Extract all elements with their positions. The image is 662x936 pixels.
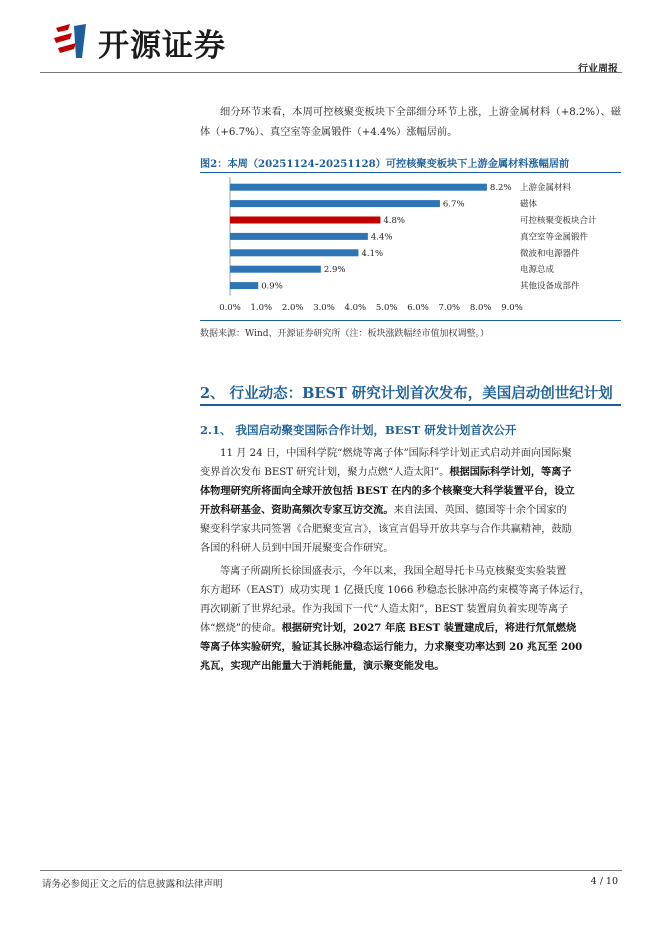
x-tick-label: 4.0% bbox=[344, 302, 367, 313]
category-label: 可控核聚变板块合计 bbox=[520, 216, 597, 226]
p1-line-6: 各国的科研人员到中国开展聚变合作研究。 bbox=[200, 543, 394, 554]
x-tick-label: 7.0% bbox=[438, 302, 461, 313]
figure-source: 数据来源：Wind、开源证券研究所（注：板块涨跌幅经市值加权调整。） bbox=[200, 329, 490, 339]
p2-line-5-bold: 等离子体实验研究，验证其长脉冲稳态运行能力，力求聚变功率达到 20 兆瓦至 200 bbox=[200, 641, 583, 653]
bar bbox=[230, 217, 380, 224]
category-label: 磁体 bbox=[520, 199, 538, 210]
page-number: 4 / 10 bbox=[590, 876, 618, 887]
bar bbox=[230, 200, 440, 207]
paragraph-1 bbox=[200, 444, 621, 558]
p1-line-3 bbox=[200, 482, 621, 501]
p1-line-1: 11 月 24 日，中国科学院“燃烧等离子体”国际科学计划正式启动并面向国际聚 bbox=[220, 448, 572, 459]
bar-chart bbox=[200, 175, 621, 318]
bar bbox=[230, 266, 321, 273]
category-label: 上游金属材料 bbox=[520, 183, 572, 194]
category-label: 其他设备成部件 bbox=[520, 281, 580, 292]
p2-line-6 bbox=[200, 657, 621, 676]
p2-line-4-bold: 根据研究计划，2027 年底 BEST 装置建成后，将进行氘氚燃烧 bbox=[281, 622, 577, 634]
p1-line-5: 聚变科学家共同签署《合肥聚变宣言》，该宣言倡导开放共享与合作共赢精神，鼓励 bbox=[200, 524, 572, 535]
bar-value-label: 4.8% bbox=[383, 216, 406, 226]
p2-line-3: 再次刷新了世界纪录。作为我国下一代“人造太阳”，BEST 装置肩负着实现等离子 bbox=[200, 604, 569, 615]
category-label: 电源总成 bbox=[520, 265, 555, 276]
p2-line-5 bbox=[200, 638, 621, 657]
bar bbox=[230, 282, 258, 289]
category-label: 真空室等金属锻件 bbox=[520, 232, 589, 243]
report-type: 行业周报 bbox=[578, 64, 618, 75]
footer-divider bbox=[40, 870, 622, 871]
bar bbox=[230, 233, 368, 240]
p1-line-3-bold: 体物理研究所将面向全球开放包括 BEST 在内的多个核聚变大科学装置平台，设立 bbox=[200, 485, 575, 497]
figure-bottom-rule bbox=[200, 320, 621, 321]
category-label: 微波和电源器件 bbox=[520, 248, 580, 259]
p2-line-2: 东方超环（EAST）成功实现 1 亿摄氏度 1066 秒稳态长脉冲高约束模等离子体运行， bbox=[200, 585, 590, 596]
bar-value-label: 8.2% bbox=[489, 183, 512, 194]
p2-line-4-plain: 体“燃烧”的使命。 bbox=[200, 623, 282, 634]
x-tick-label: 6.0% bbox=[407, 302, 429, 313]
brand-name: 开源证券 bbox=[98, 28, 226, 64]
p1-line-2 bbox=[200, 463, 621, 482]
p1-line-2-bold: 根据国际科学计划，等离子 bbox=[449, 466, 572, 478]
bar bbox=[230, 184, 487, 191]
x-tick-label: 0.0% bbox=[219, 302, 241, 313]
x-tick-label: 5.0% bbox=[375, 302, 398, 313]
bar bbox=[230, 249, 358, 256]
x-tick-label: 3.0% bbox=[313, 302, 335, 313]
section-2-rule bbox=[200, 404, 621, 406]
figure-top-rule bbox=[200, 172, 621, 173]
p2-line-1: 等离子所副所长徐国盛表示，今年以来，我国全超导托卡马克核聚变实验装置 bbox=[220, 566, 567, 577]
x-tick-label: 1.0% bbox=[250, 302, 273, 313]
section-2-1-heading: 2.1、 我国启动聚变国际合作计划，BEST 研发计划首次公开 bbox=[200, 423, 517, 437]
paragraph-2 bbox=[200, 562, 621, 676]
footer-disclaimer: 请务必参阅正文之后的信息披露和法律声明 bbox=[42, 879, 223, 890]
p1-line-4-bold: 开放科研基金、资助高频次专家互访交流。 bbox=[200, 504, 394, 516]
header-divider bbox=[40, 72, 622, 73]
x-tick-label: 2.0% bbox=[281, 302, 304, 313]
x-tick-label: 8.0% bbox=[469, 302, 492, 313]
bar-value-label: 4.1% bbox=[361, 248, 384, 259]
bar-value-label: 2.9% bbox=[323, 265, 346, 276]
bar-value-label: 6.7% bbox=[442, 199, 465, 210]
brand-logo-icon bbox=[52, 22, 88, 60]
p2-line-4 bbox=[200, 619, 621, 638]
p1-line-4-plain: 来自法国、英国、德国等十余个国家的 bbox=[393, 505, 567, 516]
bar-value-label: 4.4% bbox=[370, 232, 393, 243]
section-2-heading: 2、 行业动态：BEST 研究计划首次发布，美国启动创世纪计划 bbox=[200, 385, 613, 402]
intro-paragraph: 细分环节来看，本周可控核聚变板块下全部细分环节上涨，上游金属材料（+8.2%）、磁体（+6.7%）、真空室等金属锻件（+4.4%）涨幅居前。 bbox=[200, 107, 621, 138]
p2-line-6-bold: 兆瓦，实现产出能量大于消耗能量，演示聚变能发电。 bbox=[200, 660, 445, 672]
p1-line-2-plain: 变界首次发布 BEST 研究计划，聚力点燃“人造太阳”。 bbox=[200, 467, 450, 478]
bar-value-label: 0.9% bbox=[261, 281, 283, 292]
x-tick-label: 9.0% bbox=[501, 302, 523, 313]
p1-line-4 bbox=[200, 501, 621, 520]
figure-title: 图2：本周（20251124-20251128）可控核聚变板块下上游金属材料涨幅居前 bbox=[200, 158, 570, 170]
